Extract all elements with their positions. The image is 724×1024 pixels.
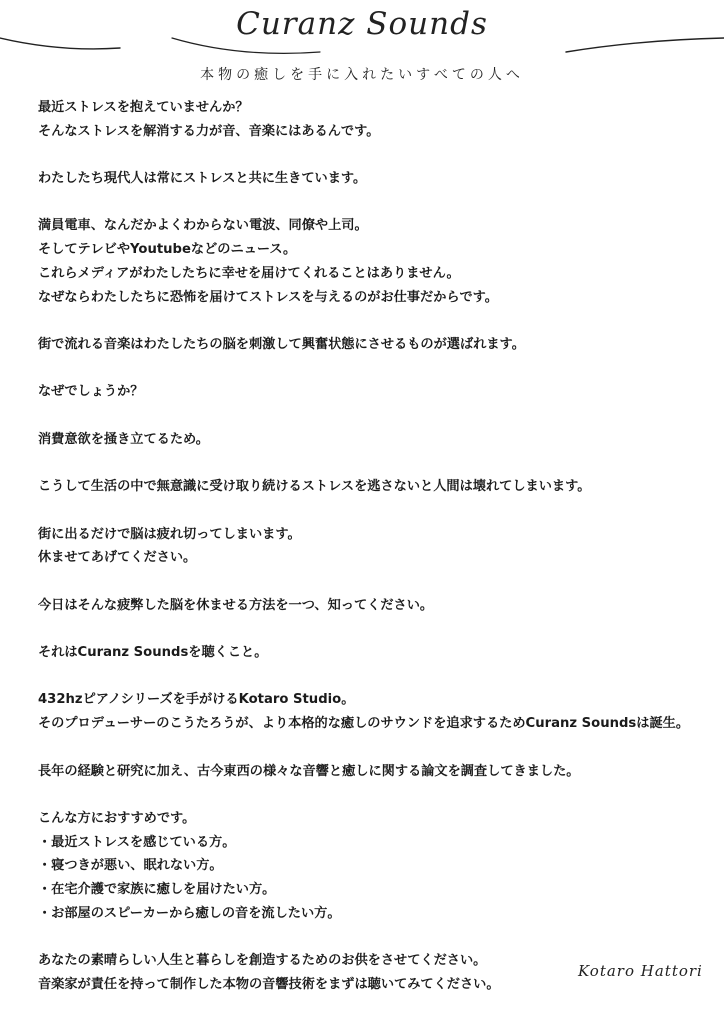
paragraph (38, 594, 693, 618)
text-line: なぜならわたしたちに恐怖を届けてストレスを与えるのがお仕事だからです。 (38, 289, 498, 305)
paragraph (38, 380, 693, 404)
paragraph (38, 760, 693, 784)
signature: Kotaro Hattori (578, 962, 703, 980)
text-line: 最近ストレスを抱えていませんか？ (38, 100, 249, 115)
text-line: こんな方におすすめです。 (38, 810, 196, 826)
text-line: こうして生活の中で無意識に受け取り続けるストレスを逃さないと人間は壊れてしまいます。 (38, 479, 591, 495)
tagline: 本物の癒しを手に入れたいすべての人へ (200, 67, 524, 83)
header (0, 0, 724, 100)
text-line: そしてテレビやYoutubeなどのニュース。 (38, 242, 297, 258)
text-line: 432hzピアノシリーズを手がけるKotaro Studio。 (38, 692, 355, 708)
text-line: そのプロデューサーのこうたろうが、より本格的な癒しのサウンドを追求するためCuranz Soundsは誕生。 (38, 716, 690, 732)
text-line: 長年の経験と研究に加え、古今東西の様々な音響と癒しに関する論文を調査してきました。 (38, 763, 580, 779)
text-line: 休ませてあげてください。 (38, 550, 197, 566)
letter-body (38, 96, 693, 997)
list-item: ・最近ストレスを感じている方。 (38, 834, 236, 850)
paragraph (38, 523, 693, 570)
text-line: なぜでしょうか？ (38, 384, 144, 400)
paragraph (38, 333, 693, 357)
text-line: それはCuranz Soundsを聴くこと。 (38, 645, 268, 661)
paragraph (38, 641, 693, 665)
paragraph (38, 807, 693, 926)
text-line: あなたの素晴らしい人生と暮らしを創造するためのお供をさせてください。 (38, 953, 487, 969)
paragraph (38, 428, 693, 452)
text-line: 街で流れる音楽はわたしたちの脳を刺激して興奮状態にさせるものが選ばれます。 (38, 336, 525, 352)
text-line: わたしたち現代人は常にストレスと共に生きています。 (38, 171, 367, 187)
text-line: 満員電車、なんだかよくわからない電波、同僚や上司。 (38, 218, 368, 234)
text-line: これらメディアがわたしたちに幸せを届けてくれることはありません。 (38, 265, 460, 281)
text-line: 音楽家が責任を持って制作した本物の音響技術をまずは聴いてみてください。 (38, 976, 500, 992)
text-line: 今日はそんな疲弊した脳を休ませる方法を一つ、知ってください。 (38, 597, 434, 613)
brand-title: Curanz Sounds (236, 6, 488, 42)
paragraph (38, 96, 693, 143)
list-item: ・在宅介護で家族に癒しを届けたい方。 (38, 882, 276, 898)
list-item: ・寝つきが悪い、眠れない方。 (38, 858, 223, 874)
paragraph (38, 688, 693, 735)
paragraph (38, 214, 693, 309)
paragraph (38, 475, 693, 499)
text-line: 消費意欲を掻き立てるため。 (38, 431, 209, 447)
text-line: そんなストレスを解消する力が音、音楽にはあるんです。 (38, 123, 380, 139)
list-item: ・お部屋のスピーカーから癒しの音を流したい方。 (38, 905, 341, 921)
text-line: 街に出るだけで脳は疲れ切ってしまいます。 (38, 526, 301, 542)
paragraph (38, 167, 693, 191)
